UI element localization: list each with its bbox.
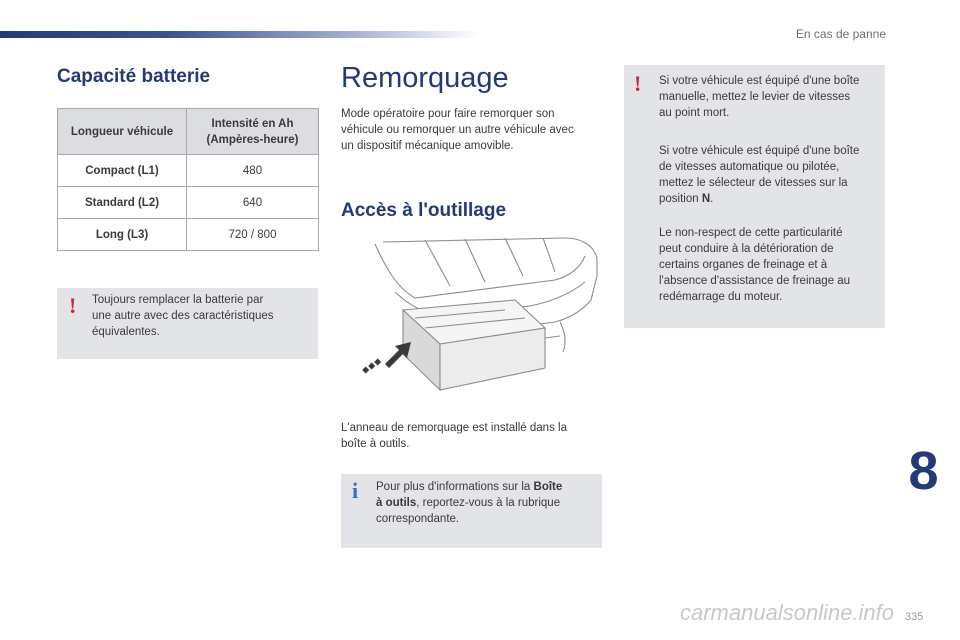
gearbox-warning-p3: Le non-respect de cette particularité peut conduire à la détérioration de certains organes de freinage et à l'absence d'assistance de freinage au redémarrage du moteur. <box>659 227 851 303</box>
tools-access-title: Accès à l'outillage <box>341 200 507 221</box>
warning-line: Toujours remplacer la batterie par <box>92 294 264 306</box>
chapter-digit: 8 <box>908 441 939 501</box>
header-gradient-bar <box>0 31 480 38</box>
info-line: correspondante. <box>376 513 460 525</box>
battery-title: Capacité batterie <box>57 66 211 87</box>
tools-info-box <box>341 474 602 548</box>
table-cell-label: Standard (L2) <box>58 187 187 219</box>
bold-term: Boîte <box>533 481 563 493</box>
battery-warning-box <box>57 288 318 359</box>
tools-info-text <box>376 479 562 527</box>
info-icon: i <box>352 478 359 503</box>
bold-term: à outils <box>376 497 417 509</box>
gearbox-warning-p2: Si votre véhicule est équipé d'une boîte de vitesses automatique ou pilotée, mettez le sélecteur de vitesses sur la position N. <box>659 145 860 205</box>
table-cell-value: 720 / 800 <box>187 219 319 251</box>
table-cell-label: Compact (L1) <box>58 155 187 187</box>
table-cell-label: Long (L3) <box>58 219 187 251</box>
warning-line: équivalentes. <box>92 326 160 338</box>
chapter-number <box>887 435 960 507</box>
table-row <box>58 219 319 251</box>
table-header-capacity: Intensité en Ah (Ampères-heure) <box>187 109 319 155</box>
ring-line: boîte à outils. <box>341 438 410 450</box>
warning-line: une autre avec des caractéristiques <box>92 310 274 322</box>
warning-icon: ! <box>69 293 77 318</box>
towing-ring-text <box>341 420 567 452</box>
info-line: à outils, reportez-vous à la rubrique <box>376 497 561 509</box>
info-line: Pour plus d'informations sur la Boîte <box>376 481 563 493</box>
toolbox-illustration <box>355 236 600 394</box>
section-label: En cas de panne <box>795 27 886 41</box>
page-number: 335 <box>905 611 924 623</box>
table-row <box>58 187 319 219</box>
gearbox-warning-box <box>624 65 885 328</box>
intro-line: véhicule ou remorquer un autre véhicule avec <box>341 124 574 136</box>
warning-icon: ! <box>634 71 642 96</box>
towing-intro <box>341 106 574 154</box>
watermark: carmanualsonline.info <box>680 600 895 625</box>
ring-line: L'anneau de remorquage est installé dans la <box>341 422 567 434</box>
table-header-length: Longueur véhicule <box>58 109 187 155</box>
battery-table <box>57 108 319 251</box>
intro-line: Mode opératoire pour faire remorquer son <box>341 108 555 120</box>
table-cell-value: 640 <box>187 187 319 219</box>
gear-position-n: N <box>701 193 711 205</box>
table-header-row <box>58 109 319 155</box>
intro-line: un dispositif mécanique amovible. <box>341 140 514 152</box>
battery-warning-text <box>92 292 274 340</box>
towing-title: Remorquage <box>341 62 509 94</box>
table-row <box>58 155 319 187</box>
table-cell-value: 480 <box>187 155 319 187</box>
gearbox-warning-p1: Si votre véhicule est équipé d'une boîte manuelle, mettez le levier de vitesses au point mort. <box>659 75 860 119</box>
